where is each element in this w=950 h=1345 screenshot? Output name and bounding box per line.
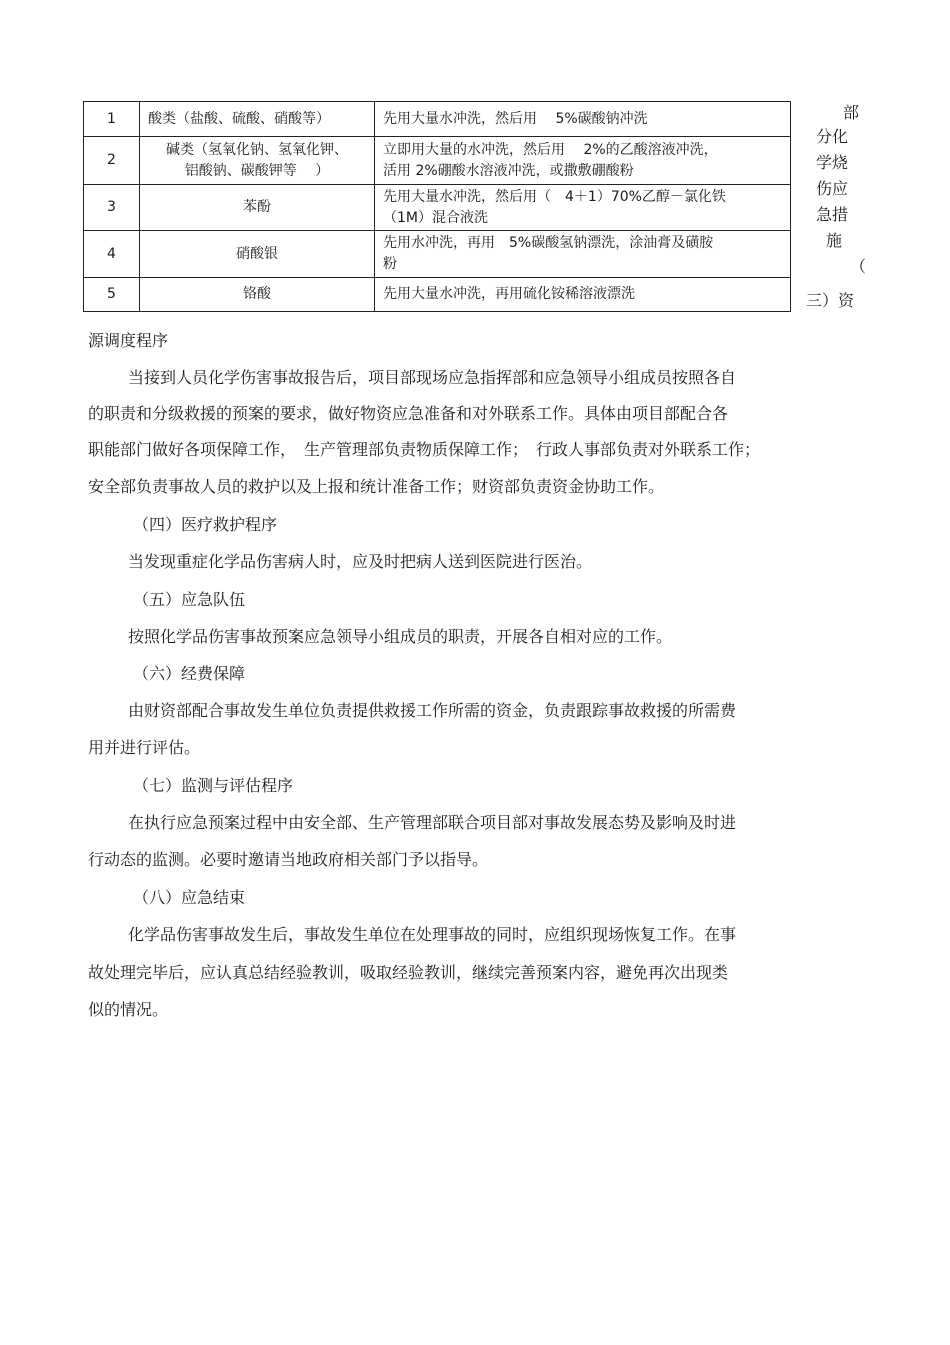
treatment-text: 先用大量水冲洗，然后用 5%碳酸钠冲洗 [375,102,791,137]
side-heading-fragment: 分化 [816,127,849,146]
paragraph-line: 故处理完毕后，应认真总结经验教训，吸取经验教训，继续完善预案内容，避免再次出现类 [88,963,729,982]
side-heading-fragment: 施 [826,231,843,250]
treatment-text: 先用大量水冲洗，再用硫化铵稀溶液漂洗 [375,278,791,312]
paragraph-line: 当发现重症化学品伤害病人时，应及时把病人送到医院进行医治。 [128,552,593,571]
row-number: 1 [84,102,140,137]
chemical-name: 酸类（盐酸、硫酸、硝酸等） [140,102,375,137]
paragraph-line: 职能部门做好各项保障工作， 生产管理部负责物质保障工作； 行政人事部负责对外联系工作； [88,440,761,459]
treatment-text [375,185,791,231]
side-heading-fragment: 伤应 [816,179,849,198]
treatment-line: 立即用大量的水冲洗，然后用 2%的乙酸溶液冲洗， [383,141,718,158]
side-heading-fragment: 部 [843,103,860,122]
paragraph-line: 似的情况。 [88,1000,169,1019]
side-heading-fragment: 学烧 [816,153,849,172]
side-heading-fragment: （ [850,257,867,276]
chemical-name-line: 碱类（氢氧化钠、氢氧化钾、 [166,141,348,158]
paragraph-line: 化学品伤害事故发生后，事故发生单位在处理事故的同时，应组织现场恢复工作。在事 [128,925,737,944]
paragraph-line: 按照化学品伤害事故预案应急领导小组成员的职责，开展各自相对应的工作。 [128,627,673,646]
paragraph-line: 的职责和分级救援的预案的要求，做好物资应急准备和对外联系工作。具体由项目部配合各 [88,404,729,423]
treatment-line: （1M）混合液洗 [383,209,488,226]
paragraph-line: 行动态的监测。必要时邀请当地政府相关部门予以指导。 [88,850,489,869]
chemical-name [140,137,375,185]
paragraph-line: 在执行应急预案过程中由安全部、生产管理部联合项目部对事故发展态势及影响及时进 [128,813,737,832]
table-row [84,278,791,312]
section-heading: （六）经费保障 [133,664,246,683]
table-row [84,185,791,231]
chemical-name: 苯酚 [140,185,375,231]
row-number: 2 [84,137,140,185]
chemical-name: 铬酸 [140,278,375,312]
chemical-name-line: 铝酸钠、碳酸钾等 ） [184,162,330,179]
side-heading-fragment: 三）资 [806,291,855,310]
section-heading-continuation: 源调度程序 [88,331,169,350]
paragraph-line: 当接到人员化学伤害事故报告后，项目部现场应急指挥部和应急领导小组成员按照各自 [128,368,737,387]
treatment-text [375,137,791,185]
section-heading: （七）监测与评估程序 [133,776,294,795]
row-number: 5 [84,278,140,312]
paragraph-line: 安全部负责事故人员的救护以及上报和统计准备工作；财资部负责资金协助工作。 [88,477,665,496]
table-row [84,102,791,137]
chemical-burn-table [83,101,791,312]
table-row [84,231,791,278]
treatment-text [375,231,791,278]
paragraph-line: 用并进行评估。 [88,738,201,757]
paragraph-line: 由财资部配合事故发生单位负责提供救援工作所需的资金，负责跟踪事故救援的所需费 [128,701,737,720]
section-heading: （八）应急结束 [133,888,246,907]
section-heading: （四）医疗救护程序 [133,515,278,534]
row-number: 4 [84,231,140,278]
table-row [84,137,791,185]
treatment-line: 先用大量水冲洗，然后用（ 4＋1）70%乙醇－氯化铁 [383,188,726,205]
side-heading-fragment: 急措 [816,205,849,224]
treatment-line: 先用水冲洗，再用 5%碳酸氢钠漂洗，涂油膏及磺胺 [383,235,714,251]
row-number: 3 [84,185,140,231]
section-heading: （五）应急队伍 [133,590,246,609]
treatment-line: 粉 [383,256,397,272]
treatment-line: 活用 2%硼酸水溶液冲洗，或撒敷硼酸粉 [383,162,634,179]
chemical-name: 硝酸银 [140,231,375,278]
